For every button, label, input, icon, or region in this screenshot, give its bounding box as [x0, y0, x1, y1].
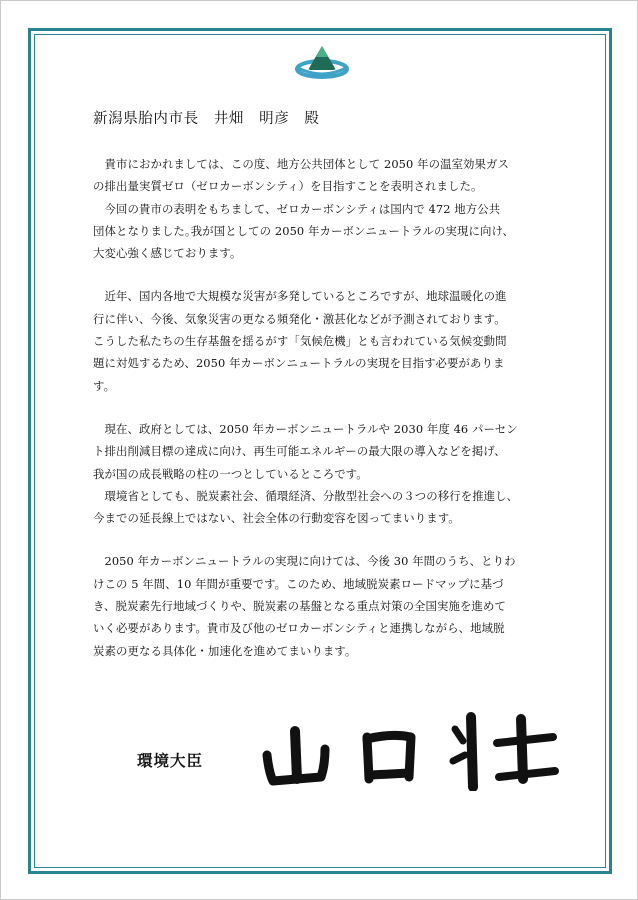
text-line: ト排出削減目標の達成に向け、再生可能エネルギーの最大限の導入などを掲げ、	[93, 444, 506, 459]
text-line: す。	[93, 378, 116, 393]
addressee: 新潟県胎内市長 井畑 明彦 殿	[93, 111, 320, 127]
text-line: 貴市におかれましては、この度、地方公共団体として 2050 年の温室効果ガス	[93, 157, 510, 171]
text-line: 今回の貴市の表明をもちまして、ゼロカーボンシティは国内で 472 地方公共	[93, 201, 501, 216]
letter-body	[93, 153, 555, 662]
text-line: 題に対処するため、2050 年カーボンニュートラルの実現を目指す必要がありま	[93, 356, 505, 371]
paragraph	[93, 285, 555, 396]
text-line: 我が国の成長戦略の柱の一つとしているところです。	[93, 466, 368, 481]
text-line: けこの 5 年間、10 年間が重要です。このため、地域脱炭素ロードマップに基づ	[93, 576, 504, 591]
text-line: 2050 年カーボンニュートラルの実現に向けては、今後 30 年間のうち、とりわ	[93, 554, 516, 569]
text-line: 近年、国内各地で大規模な災害が多発しているところですが、地球温暖化の進	[93, 289, 507, 304]
mountain-emblem-icon	[295, 44, 349, 84]
paragraph	[93, 153, 555, 264]
text-line: 現在、政府としては、2050 年カーボンニュートラルや 2030 年度 46 パーセン	[93, 421, 518, 436]
text-line: 団体となりました｡我が国としての 2050 年カーボンニュートラルの実現に向け、	[93, 223, 515, 238]
paragraph	[93, 418, 555, 529]
paragraph-gap	[93, 264, 555, 285]
signatory-title: 環境大臣	[137, 751, 204, 770]
text-line: 行に伴い、今後、気象災害の更なる頻発化・激甚化などが予測されております。	[93, 311, 506, 326]
text-line: 環境省としても、脱炭素社会、循環経済、分散型社会への３つの移行を推進し、	[93, 488, 519, 503]
text-line: 今までの延長線上ではない、社会全体の行動変容を図ってまいります。	[93, 511, 460, 526]
text-line: こうした私たちの生存基盤を揺るがす「気候危機」とも言われている気候変動問	[93, 334, 507, 349]
text-line: き、脱炭素先行地域づくりや、脱炭素の基盤となる重点対策の全国実施を進めて	[93, 599, 506, 614]
paragraph	[93, 550, 555, 661]
paragraph-gap	[93, 397, 555, 418]
text-line: の排出量実質ゼロ（ゼロカーボンシティ）を目指すことを表明されました。	[93, 179, 483, 194]
signature-image	[259, 707, 559, 791]
text-line: 炭素の更なる具体化・加速化を進めてまいります。	[93, 643, 357, 658]
paragraph-gap	[93, 529, 555, 550]
text-line: 大変心強く感じております。	[93, 246, 242, 261]
text-line: いく必要があります。貴市及び他のゼロカーボンシティと連携しながら、地域脱	[93, 621, 505, 636]
